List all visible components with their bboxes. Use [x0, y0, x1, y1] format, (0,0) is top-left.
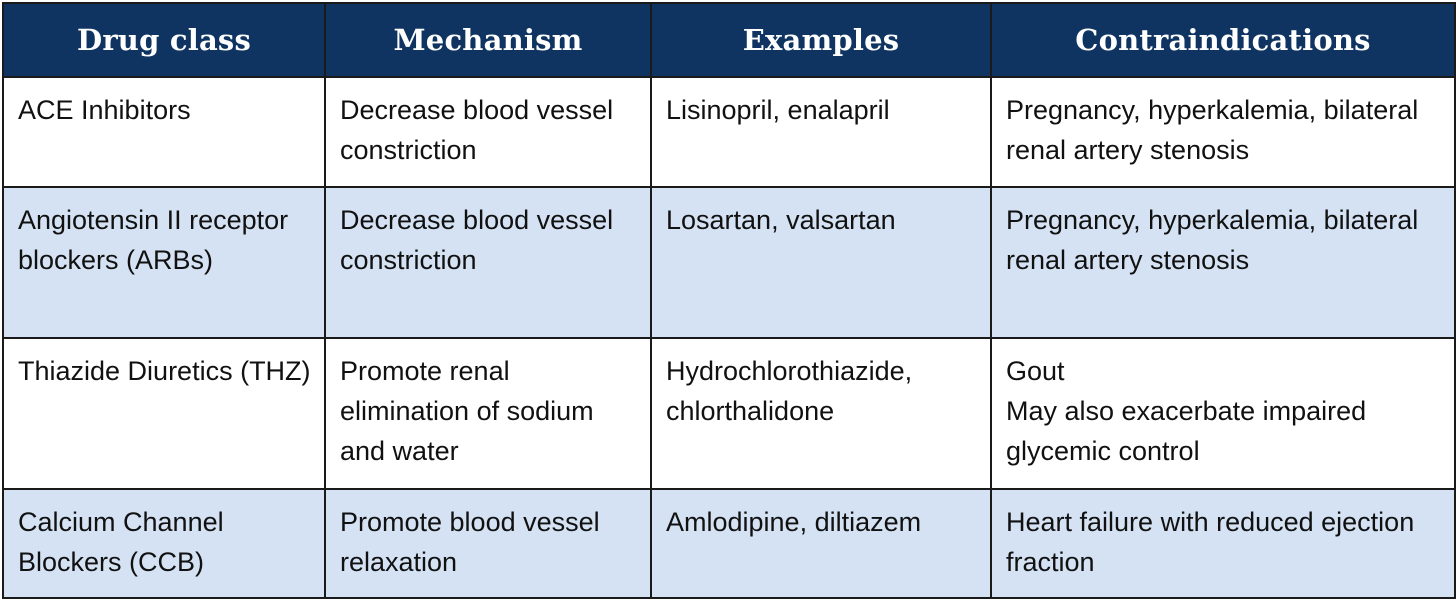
header-row [3, 3, 1455, 77]
table-row [3, 489, 1455, 598]
header-mechanism: Mechanism [325, 3, 651, 77]
contraindication-line: Heart failure with reduced ejection fraction [1006, 507, 1415, 577]
cell-contraindications [991, 187, 1455, 338]
cell-drug-class: Thiazide Diuretics (THZ) [3, 338, 325, 489]
cell-mechanism: Decrease blood vessel constriction [325, 187, 651, 338]
cell-contraindications [991, 489, 1455, 598]
contraindication-line: Gout [1006, 356, 1065, 386]
cell-examples: Amlodipine, diltiazem [651, 489, 991, 598]
antihypertensive-drug-table [2, 2, 1456, 599]
cell-examples: Lisinopril, enalapril [651, 77, 991, 187]
cell-contraindications [991, 338, 1455, 489]
contraindication-line: Pregnancy, hyperkalemia, bilateral renal artery stenosis [1006, 205, 1419, 275]
cell-examples: Hydrochlorothiazide, chlorthalidone [651, 338, 991, 489]
table-body [3, 77, 1455, 598]
header-contraindications: Contraindications [991, 3, 1455, 77]
contraindication-line: May also exacerbate impaired glycemic control [1006, 396, 1367, 466]
table-row [3, 187, 1455, 338]
cell-drug-class: Angiotensin II receptor blockers (ARBs) [3, 187, 325, 338]
cell-mechanism: Decrease blood vessel constriction [325, 77, 651, 187]
header-examples: Examples [651, 3, 991, 77]
table-row [3, 338, 1455, 489]
cell-contraindications [991, 77, 1455, 187]
cell-drug-class: ACE Inhibitors [3, 77, 325, 187]
cell-drug-class: Calcium Channel Blockers (CCB) [3, 489, 325, 598]
cell-examples: Losartan, valsartan [651, 187, 991, 338]
cell-mechanism: Promote blood vessel relaxation [325, 489, 651, 598]
drug-table-container [2, 2, 1454, 605]
header-drug-class: Drug class [3, 3, 325, 77]
table-row [3, 77, 1455, 187]
contraindication-line: Pregnancy, hyperkalemia, bilateral renal artery stenosis [1006, 95, 1419, 165]
table-header [3, 3, 1455, 77]
cell-mechanism: Promote renal elimination of sodium and water [325, 338, 651, 489]
